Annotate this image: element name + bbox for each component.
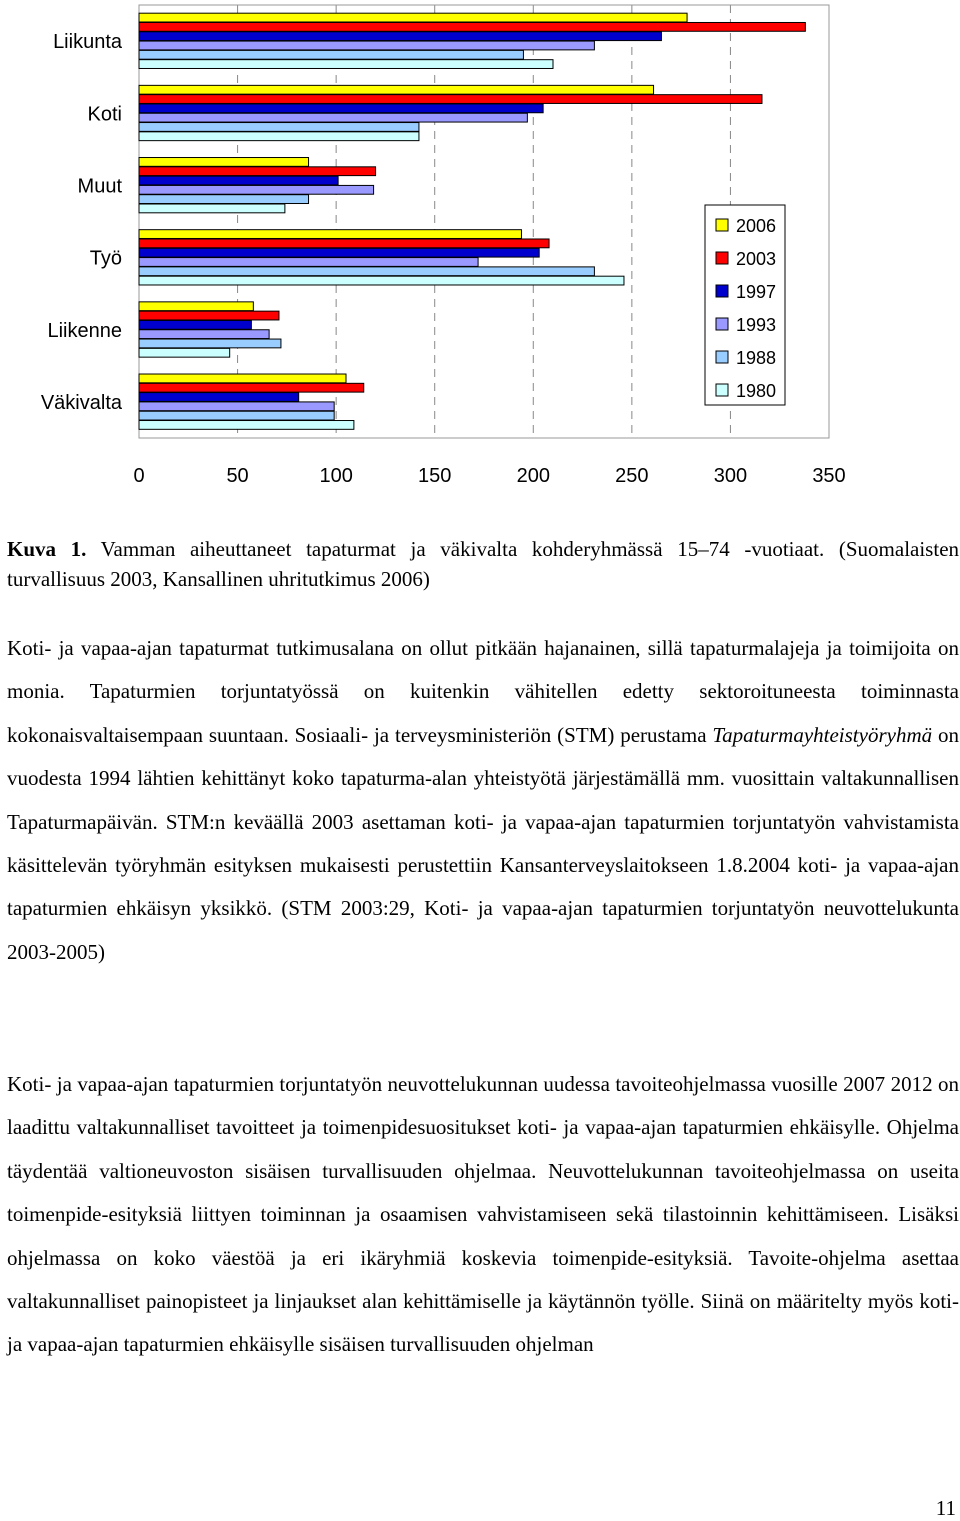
bar: [139, 204, 285, 213]
x-tick-label: 150: [418, 465, 452, 487]
bar: [139, 339, 281, 348]
bar: [139, 402, 334, 411]
figure-caption-label: Kuva 1.: [7, 537, 87, 561]
bar: [139, 185, 374, 194]
category-label: Liikenne: [47, 319, 122, 342]
category-label: Liikunta: [53, 31, 122, 54]
bar: [139, 32, 661, 41]
legend-label: 1993: [736, 315, 777, 335]
category-label: Muut: [77, 175, 122, 198]
bar: [139, 374, 346, 383]
bar: [139, 167, 376, 176]
bar: [139, 421, 354, 430]
paragraph-1: [7, 627, 959, 974]
legend-swatch: [716, 318, 728, 330]
legend-label: 2003: [736, 249, 777, 269]
category-labels: [41, 31, 123, 414]
figure-caption: [7, 534, 959, 594]
x-tick-labels: [133, 465, 845, 487]
x-tick-label: 300: [713, 465, 748, 487]
paragraph-1-part2: on vuodesta 1994 lähtien kehittänyt koko tapaturma-alan yhteistyötä järjestämällä mm. vuosittain valtakunnallisen Tapaturmapäivän. STM:n keväällä 2003 asettaman koti- ja vapaa-ajan tapaturmien torjuntatyön vahvistamista käsittelevän työryhmän esityksen mukaisesti perustettiin Kansanterveyslaitokseen 1.8.2004 koti- ja vapaa-ajan tapaturmien ehkäisyn yksikkö. (STM 2003:29, Koti- ja vapaa-ajan tapaturmien torjuntatyön neuvottelukunta 2003-2005): [7, 722, 960, 964]
category-label: Väkivalta: [40, 391, 122, 414]
bar: [139, 276, 624, 285]
bar: [139, 50, 523, 59]
page-number: 11: [935, 1496, 956, 1520]
bar: [139, 22, 805, 31]
bar: [139, 132, 419, 141]
bar: [139, 330, 269, 339]
bar: [139, 158, 309, 167]
legend-label: 1980: [736, 381, 777, 401]
paragraph-1-italic: Tapaturmayhteistyöryhmä: [712, 722, 933, 747]
bar: [139, 41, 594, 50]
bar: [139, 95, 762, 104]
paragraph-1-part1: Koti- ja vapaa-ajan tapaturmat tutkimusalana on ollut pitkään hajanainen, sillä tapaturmalajeja ja toimijoita on monia. Tapaturmien torjuntatyössä on kuitenkin vähitellen edetty sektoroituneesta toiminnasta kokonaisvaltaisempaan suuntaan. Sosiaali- ja terveysministeriön (STM) perustama: [7, 636, 959, 747]
legend-label: 1988: [736, 348, 777, 368]
bar: [139, 411, 334, 420]
bar: [139, 195, 309, 204]
legend-label: 2006: [736, 216, 777, 236]
chart-grid: [238, 5, 731, 438]
bar: [139, 348, 230, 357]
bar: [139, 176, 338, 185]
category-label: Työ: [89, 247, 122, 270]
chart-legend: [705, 205, 785, 405]
legend-swatch: [716, 384, 728, 396]
bar: [139, 230, 521, 239]
bar: [139, 113, 527, 122]
category-label: Koti: [87, 103, 122, 126]
bar: [139, 320, 251, 329]
legend-swatch: [716, 252, 728, 264]
bar: [139, 123, 419, 132]
paragraph-2: Koti- ja vapaa-ajan tapaturmien torjuntatyön neuvottelukunnan uudessa tavoiteohjelmassa vuosille 2007 2012 on laadittu valtakunnalliset tavoitteet ja toimenpidesuositukset koti- ja vapaa-ajan tapaturmien ehkäisylle. Ohjelma täydentää valtioneuvoston sisäisen turvallisuuden ohjelmaa. Neuvottelukunnan tavoiteohjelmassa on useita toimenpide-esityksiä liittyen toiminnan ja osaamisen vahvistamiseen sekä tilastoinnin kehittämiseen. Lisäksi ohjelmassa on koko väestöä ja eri ikäryhmiä koskevia toimenpide-esityksiä. Tavoite-ohjelma asettaa valtakunnalliset painopisteet ja linjaukset alan kehittämiselle ja käytännön työlle. Siinä on määritelty myös koti- ja vapaa-ajan tapaturmien ehkäisylle sisäisen turvallisuuden ohjelman: [7, 1072, 959, 1357]
legend-swatch: [716, 219, 728, 231]
bar: [139, 104, 543, 113]
legend-swatch: [716, 351, 728, 363]
bar: [139, 267, 594, 276]
figure-caption-text: Vamman aiheuttaneet tapaturmat ja väkivalta kohderyhmässä 15–74 -vuotiaat. (Suomalaisten turvallisuus 2003, Kansallinen uhritutkimus 2006): [7, 537, 960, 591]
legend-swatch: [716, 285, 728, 297]
bar: [139, 393, 299, 402]
bar: [139, 248, 539, 257]
x-tick-label: 0: [133, 465, 145, 487]
injury-bar-chart: [0, 0, 960, 500]
bar: [139, 302, 253, 311]
bar: [139, 239, 549, 248]
x-tick-label: 350: [812, 465, 846, 487]
chart-svg: [0, 0, 960, 500]
x-tick-label: 50: [226, 465, 249, 487]
bar: [139, 258, 478, 267]
legend-label: 1997: [736, 282, 777, 302]
bar: [139, 383, 364, 392]
bar: [139, 13, 687, 22]
x-tick-label: 100: [319, 465, 353, 487]
bar: [139, 85, 654, 94]
x-tick-label: 200: [516, 465, 550, 487]
bar: [139, 60, 553, 69]
x-tick-label: 250: [615, 465, 649, 487]
bar: [139, 311, 279, 320]
